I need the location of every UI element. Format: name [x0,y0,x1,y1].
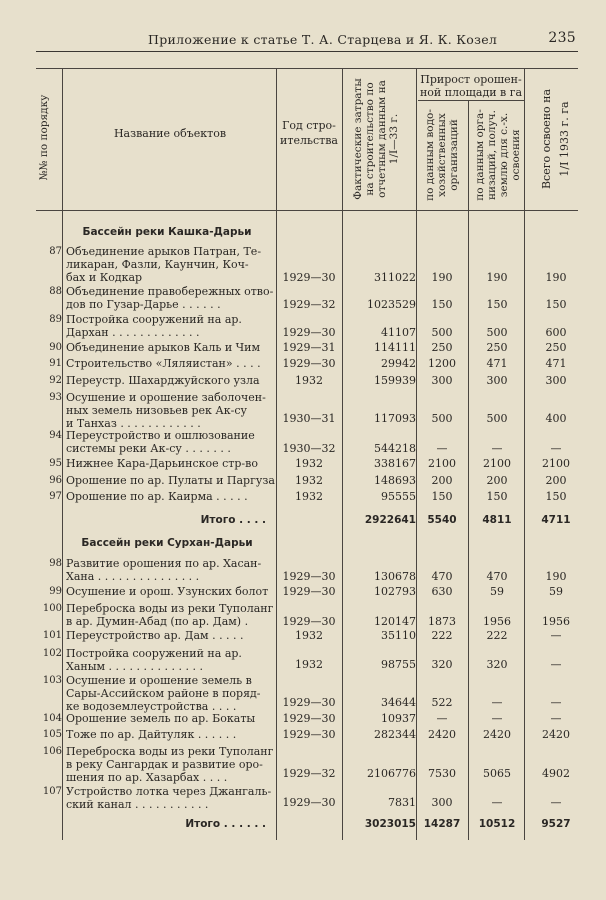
build-years: 1930—31 [282,412,336,425]
total-label: Итого . . . . . . [185,818,266,830]
increase-by-water-orgs: 150 [431,298,453,311]
object-name: Постройка сооружений на ар. Ханым . . . . . . . . . . . . . . [66,647,242,673]
section-title: Бассейн реки Сурхан-Дарьи [81,537,253,549]
increase-by-farm-orgs: — [491,796,503,809]
total-developed: — [550,658,562,671]
actual-cost: 29942 [381,357,416,370]
table-top-rule [36,68,578,69]
col-divider [468,100,469,840]
total-developed: 190 [545,570,567,583]
build-years: 1932 [295,490,323,503]
increase-by-water-orgs: 1873 [428,615,456,628]
increase-by-water-orgs: 300 [431,796,453,809]
col-header-increase-group: Прирост орошен- ной площади в га [419,73,523,99]
increase-by-farm-orgs: 471 [486,357,508,370]
page-number: 235 [548,30,576,46]
actual-cost: 159939 [374,374,416,387]
build-years: 1929—30 [282,570,336,583]
row-number: 91 [49,358,62,369]
increase-by-farm-orgs: — [491,442,503,455]
increase-by-water-orgs: 190 [431,271,453,284]
increase-by-farm-orgs: — [491,712,503,725]
increase-by-farm-orgs: 190 [486,271,508,284]
row-number: 96 [49,475,62,486]
col-header-by-farm: по данным орга- низаций, получ. землю для с.-х. освоения [474,109,522,201]
row-number: 87 [49,246,62,257]
increase-by-water-orgs: 630 [431,585,453,598]
total-by-farm-orgs: 10512 [478,818,516,830]
object-name: Орошение по ар. Каирма . . . . . [66,490,248,503]
build-years: 1932 [295,629,323,642]
actual-cost: 95555 [381,490,416,503]
total-developed: 1956 [542,615,570,628]
total-developed: — [550,696,562,709]
total-developed: — [550,712,562,725]
total-developed: — [550,796,562,809]
actual-cost: 338167 [374,457,416,470]
object-name: Постройка сооружений на ар. Дархан . . . . . . . . . . . . . [66,313,242,339]
row-number: 93 [49,392,62,403]
total-by-farm-orgs: 4811 [482,514,512,526]
row-number: 89 [49,314,62,325]
increase-by-farm-orgs: 2420 [483,728,511,741]
row-number: 101 [42,630,62,641]
col-header-by-water: по данным водо- хозяйственных организаций [424,109,460,201]
total-cost: 2922641 [364,514,416,526]
actual-cost: 117093 [374,412,416,425]
increase-by-water-orgs: 2100 [428,457,456,470]
total-label: Итого . . . . [200,514,266,526]
increase-by-water-orgs: 300 [431,374,453,387]
increase-by-water-orgs: 500 [431,326,453,339]
increase-by-farm-orgs: 500 [486,412,508,425]
row-number: 94 [49,430,62,441]
build-years: 1932 [295,374,323,387]
build-years: 1929—30 [282,585,336,598]
build-years: 1929—30 [282,728,336,741]
object-name: Объединение правобережных отво- дов по Гузар-Дарье . . . . . . [66,285,274,311]
object-name: Переброска воды из реки Туполанг в реку Сангардак и развитие оро- шения по ар. Хазарбах . . . . [66,745,274,784]
total-developed: 600 [545,326,567,339]
col-header-years: Год стро- ительства [280,119,338,147]
total-developed: 471 [545,357,567,370]
total-developed: 150 [545,490,567,503]
total-by-water-orgs: 14287 [423,818,461,830]
build-years: 1929—30 [282,357,336,370]
col-divider [276,68,277,840]
total-developed: 4902 [542,767,570,780]
actual-cost: 148693 [374,474,416,487]
increase-by-water-orgs: 500 [431,412,453,425]
object-name: Строительство «Ляляистан» . . . . [66,357,261,370]
actual-cost: 114111 [374,341,416,354]
object-name: Переустр. Шахарджуйского узла [66,374,260,387]
increase-by-farm-orgs: 200 [486,474,508,487]
actual-cost: 34644 [381,696,416,709]
build-years: 1929—30 [282,712,336,725]
build-years: 1932 [295,658,323,671]
increase-by-water-orgs: — [436,712,448,725]
header-title: Приложение к статье Т. А. Старцева и Я. К. Козел [148,32,498,47]
actual-cost: 7831 [388,796,416,809]
actual-cost: 98755 [381,658,416,671]
row-number: 92 [49,375,62,386]
build-years: 1932 [295,474,323,487]
total-developed: — [550,629,562,642]
total-developed: 59 [549,585,563,598]
increase-by-water-orgs: — [436,442,448,455]
section-title: Бассейн реки Кашка-Дарьи [82,226,252,238]
col-divider [342,68,343,840]
increase-by-farm-orgs: 500 [486,326,508,339]
build-years: 1929—30 [282,271,336,284]
increase-by-water-orgs: 250 [431,341,453,354]
object-name: Орошение по ар. Пулаты и Паргуза [66,474,275,487]
row-number: 105 [42,729,62,740]
row-number: 95 [49,458,62,469]
object-name: Переустройство и ошлюзование системы реки Ак-су . . . . . . . [66,429,255,455]
object-name: Осушение и орошение земель в Сары-Ассийском районе в поряд- ке водоземлеустройства . . . . [66,674,261,713]
row-number: 106 [42,746,62,757]
increase-by-farm-orgs: 150 [486,490,508,503]
col-divider [416,68,417,840]
object-name: Переустройство ар. Дам . . . . . [66,629,244,642]
total-by-water-orgs: 5540 [427,514,457,526]
actual-cost: 2106776 [367,767,416,780]
increase-by-water-orgs: 522 [431,696,453,709]
increase-by-water-orgs: 1200 [428,357,456,370]
object-name: Орошение земель по ар. Бокаты [66,712,256,725]
build-years: 1929—32 [282,298,336,311]
increase-by-farm-orgs: 250 [486,341,508,354]
object-name: Нижнее Кара-Дарьинское стр-во [66,457,258,470]
row-number: 90 [49,342,62,353]
object-name: Переброска воды из реки Туполанг в ар. Думин-Абад (по ар. Дам) . [66,602,274,628]
total-developed: 250 [545,341,567,354]
increase-by-farm-orgs: 2100 [483,457,511,470]
increase-by-farm-orgs: — [491,696,503,709]
object-name: Устройство лотка через Джангаль- ский канал . . . . . . . . . . . [66,785,272,811]
increase-by-water-orgs: 7530 [428,767,456,780]
row-number: 98 [49,558,62,569]
row-number: 88 [49,286,62,297]
row-number: 107 [42,786,62,797]
increase-by-farm-orgs: 300 [486,374,508,387]
col-header-total: Всего освоено на 1/I 1933 г. га [540,88,571,190]
increase-by-water-orgs: 2420 [428,728,456,741]
row-number: 97 [49,491,62,502]
object-name: Осушение и орошение заболочен- ных земель низовьев рек Ак-су и Танхаз . . . . . . . . . . . . [66,391,266,430]
build-years: 1929—30 [282,615,336,628]
actual-cost: 130678 [374,570,416,583]
build-years: 1932 [295,457,323,470]
header-rule [36,51,578,52]
build-years: 1929—31 [282,341,336,354]
total-developed: — [550,442,562,455]
object-name: Объединение арыков Каль и Чим [66,341,261,354]
total-developed: 200 [545,474,567,487]
actual-cost: 120147 [374,615,416,628]
increase-by-farm-orgs: 222 [486,629,508,642]
col-header-cost: Фактические затраты на строительство по отчетным данным на 1/I—33 г. [352,78,400,200]
total-developed: 2420 [542,728,570,741]
header-bottom-rule [36,210,578,211]
row-number: 99 [49,586,62,597]
col-header-name: Название объектов [113,127,227,140]
total-developed: 2100 [542,457,570,470]
increase-by-farm-orgs: 320 [486,658,508,671]
increase-by-farm-orgs: 5065 [483,767,511,780]
actual-cost: 544218 [374,442,416,455]
total-developed: 300 [545,374,567,387]
increase-by-farm-orgs: 59 [490,585,504,598]
increase-by-water-orgs: 320 [431,658,453,671]
row-number: 100 [42,603,62,614]
increase-by-water-orgs: 200 [431,474,453,487]
build-years: 1930—32 [282,442,336,455]
actual-cost: 41107 [381,326,416,339]
total-developed: 150 [545,298,567,311]
increase-by-water-orgs: 470 [431,570,453,583]
total-developed: 400 [545,412,567,425]
build-years: 1929—30 [282,796,336,809]
running-header [36,30,576,50]
build-years: 1929—30 [282,696,336,709]
actual-cost: 10937 [381,712,416,725]
object-name: Развитие орошения по ар. Хасан- Хана . . . . . . . . . . . . . . . [66,557,262,583]
total-cost: 3023015 [364,818,416,830]
build-years: 1929—30 [282,326,336,339]
total-developed: 9527 [541,818,571,830]
row-number: 103 [42,675,62,686]
actual-cost: 102793 [374,585,416,598]
increase-by-farm-orgs: 470 [486,570,508,583]
actual-cost: 35110 [381,629,416,642]
col-divider [524,68,525,840]
increase-by-water-orgs: 150 [431,490,453,503]
actual-cost: 311022 [374,271,416,284]
object-name: Объединение арыков Патран, Те- ликаран, Фазли, Каунчин, Коч- бах и Кодкар [66,245,262,284]
group-header-rule [418,100,524,101]
increase-by-water-orgs: 222 [431,629,453,642]
col-header-num: №№ по порядку [38,94,50,181]
build-years: 1929—32 [282,767,336,780]
row-number: 102 [42,648,62,659]
increase-by-farm-orgs: 150 [486,298,508,311]
increase-by-farm-orgs: 1956 [483,615,511,628]
total-developed: 4711 [541,514,571,526]
actual-cost: 282344 [374,728,416,741]
object-name: Тоже по ар. Дайтуляк . . . . . . [66,728,237,741]
total-developed: 190 [545,271,567,284]
actual-cost: 1023529 [367,298,416,311]
object-name: Осушение и орош. Узунских болот [66,585,269,598]
row-number: 104 [42,713,62,724]
col-divider [62,68,63,840]
